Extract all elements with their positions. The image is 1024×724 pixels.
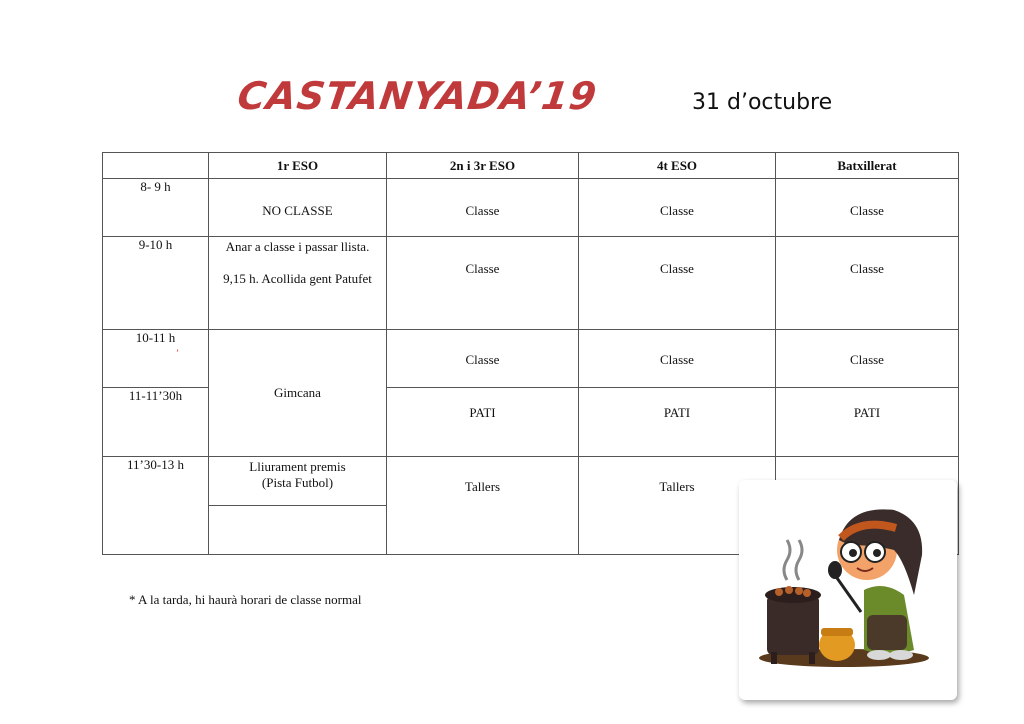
cell-2-3eso: PATI — [387, 388, 579, 457]
page-title: CASTANYADA’19 — [234, 74, 600, 118]
cell-4eso: Classe — [579, 237, 776, 330]
time-cell: 11-11’30h — [103, 388, 209, 457]
cell-batx: Classe — [776, 330, 959, 388]
table-row — [103, 179, 959, 237]
cell-line: Anar a classe i passar llista. — [225, 239, 370, 254]
cell-batx: PATI — [776, 388, 959, 457]
event-date: 31 d’octubre — [692, 90, 833, 115]
time-cell: 8- 9 h — [103, 179, 209, 237]
cell-2-3eso: Classe — [387, 330, 579, 388]
cell-1eso — [209, 237, 387, 330]
cell-batx: Classe — [776, 237, 959, 330]
cell-2-3eso: Classe — [387, 179, 579, 237]
cell-4eso: Classe — [579, 179, 776, 237]
column-header-time — [103, 153, 209, 179]
stray-mark: ’ — [176, 348, 179, 358]
cell-line: 9,15 h. Acollida gent Patufet — [223, 271, 372, 286]
illustration-card — [739, 480, 957, 700]
column-header-2-3eso: 2n i 3r ESO — [387, 153, 579, 179]
cell-2-3eso: Classe — [387, 237, 579, 330]
chestnut-roaster-cartoon-icon — [739, 480, 957, 700]
cell-2-3eso: Tallers — [387, 457, 579, 555]
time-cell: 11’30-13 h — [103, 457, 209, 555]
table-row — [103, 330, 959, 388]
column-header-4eso: 4t ESO — [579, 153, 776, 179]
time-cell: 10-11 h — [103, 330, 209, 388]
cell-1eso-gimcana: Gimcana — [209, 330, 387, 457]
cell-4eso: Tallers — [579, 457, 776, 555]
cell-batx: Classe — [776, 179, 959, 237]
cell-line: Lliurament premis — [249, 459, 346, 474]
cell-4eso: PATI — [579, 388, 776, 457]
cell-empty — [209, 506, 387, 555]
column-header-1eso: 1r ESO — [209, 153, 387, 179]
cell-line: (Pista Futbol) — [261, 475, 334, 490]
cell-1eso: NO CLASSE — [209, 179, 387, 237]
column-header-batx: Batxillerat — [776, 153, 959, 179]
table-row — [103, 237, 959, 330]
time-cell: 9-10 h — [103, 237, 209, 330]
table-header-row — [103, 153, 959, 179]
cell-4eso: Classe — [579, 330, 776, 388]
footnote: * A la tarda, hi haurà horari de classe normal — [129, 592, 362, 607]
cell-1eso — [209, 457, 387, 506]
